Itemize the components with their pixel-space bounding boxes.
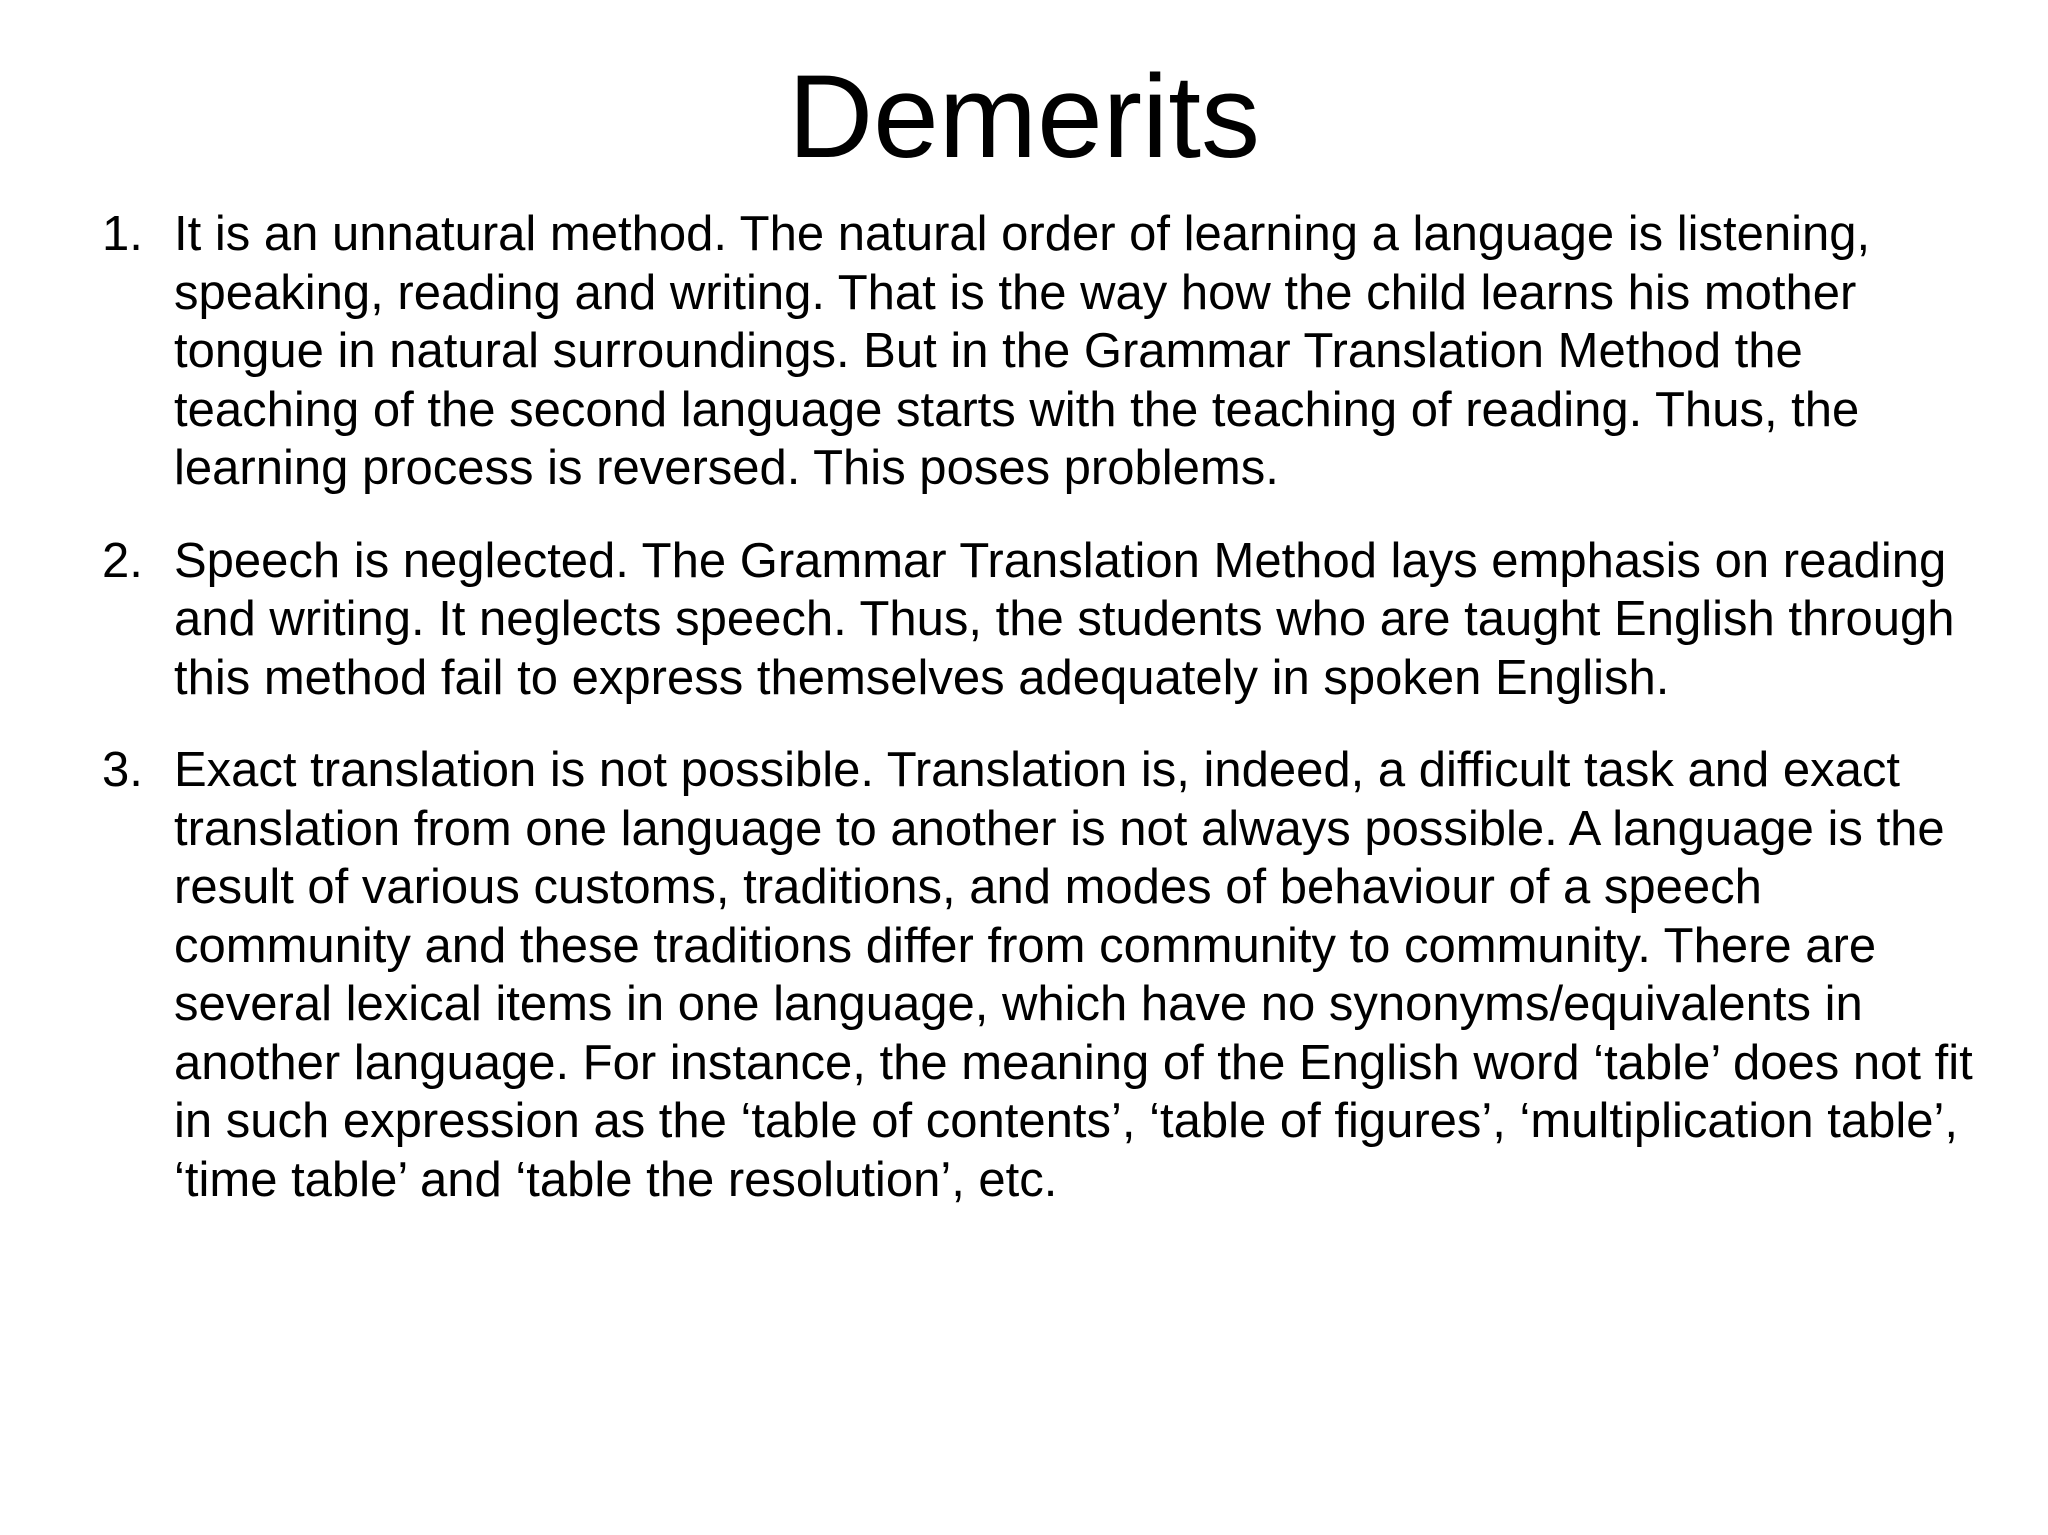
slide-title: Demerits <box>787 51 1261 183</box>
list-item-number: 2. <box>102 533 143 588</box>
list-item <box>102 741 1982 1209</box>
list-item <box>102 532 1982 708</box>
list-item <box>102 205 1982 498</box>
list-item-text: It is an unnatural method. The natural order of learning a language is listening, speaking, reading and writing. That is the way how the child learns his mother tongue in natural surroundings. But in the Grammar Translation Method the teaching of the second language starts with the teaching of reading. Thus, the learning process is reversed. This poses problems. <box>174 207 1871 495</box>
list-item-number: 1. <box>102 207 143 261</box>
list-item-text: Speech is neglected. The Grammar Translation Method lays emphasis on reading and writing. It neglects speech. Thus, the students who are taught English through this method fail to express themselves adequately in spoken English. <box>174 533 1955 705</box>
list-item-text: Exact translation is not possible. Translation is, indeed, a difficult task and exact translation from one language to another is not always possible. A language is the result of various customs, traditions, and modes of behaviour of a speech community and these traditions differ from community to community. There are several lexical items in one language, which have no synonyms/equivalents in another language. For instance, the meaning of the English word ‘table’ does not fit in such expression as the ‘table of contents’, ‘table of figures’, ‘multiplication table’, ‘time table’ and ‘table the resolution’, etc. <box>174 743 1973 1207</box>
demerits-list <box>102 205 1982 1209</box>
list-item-number: 3. <box>102 743 143 797</box>
